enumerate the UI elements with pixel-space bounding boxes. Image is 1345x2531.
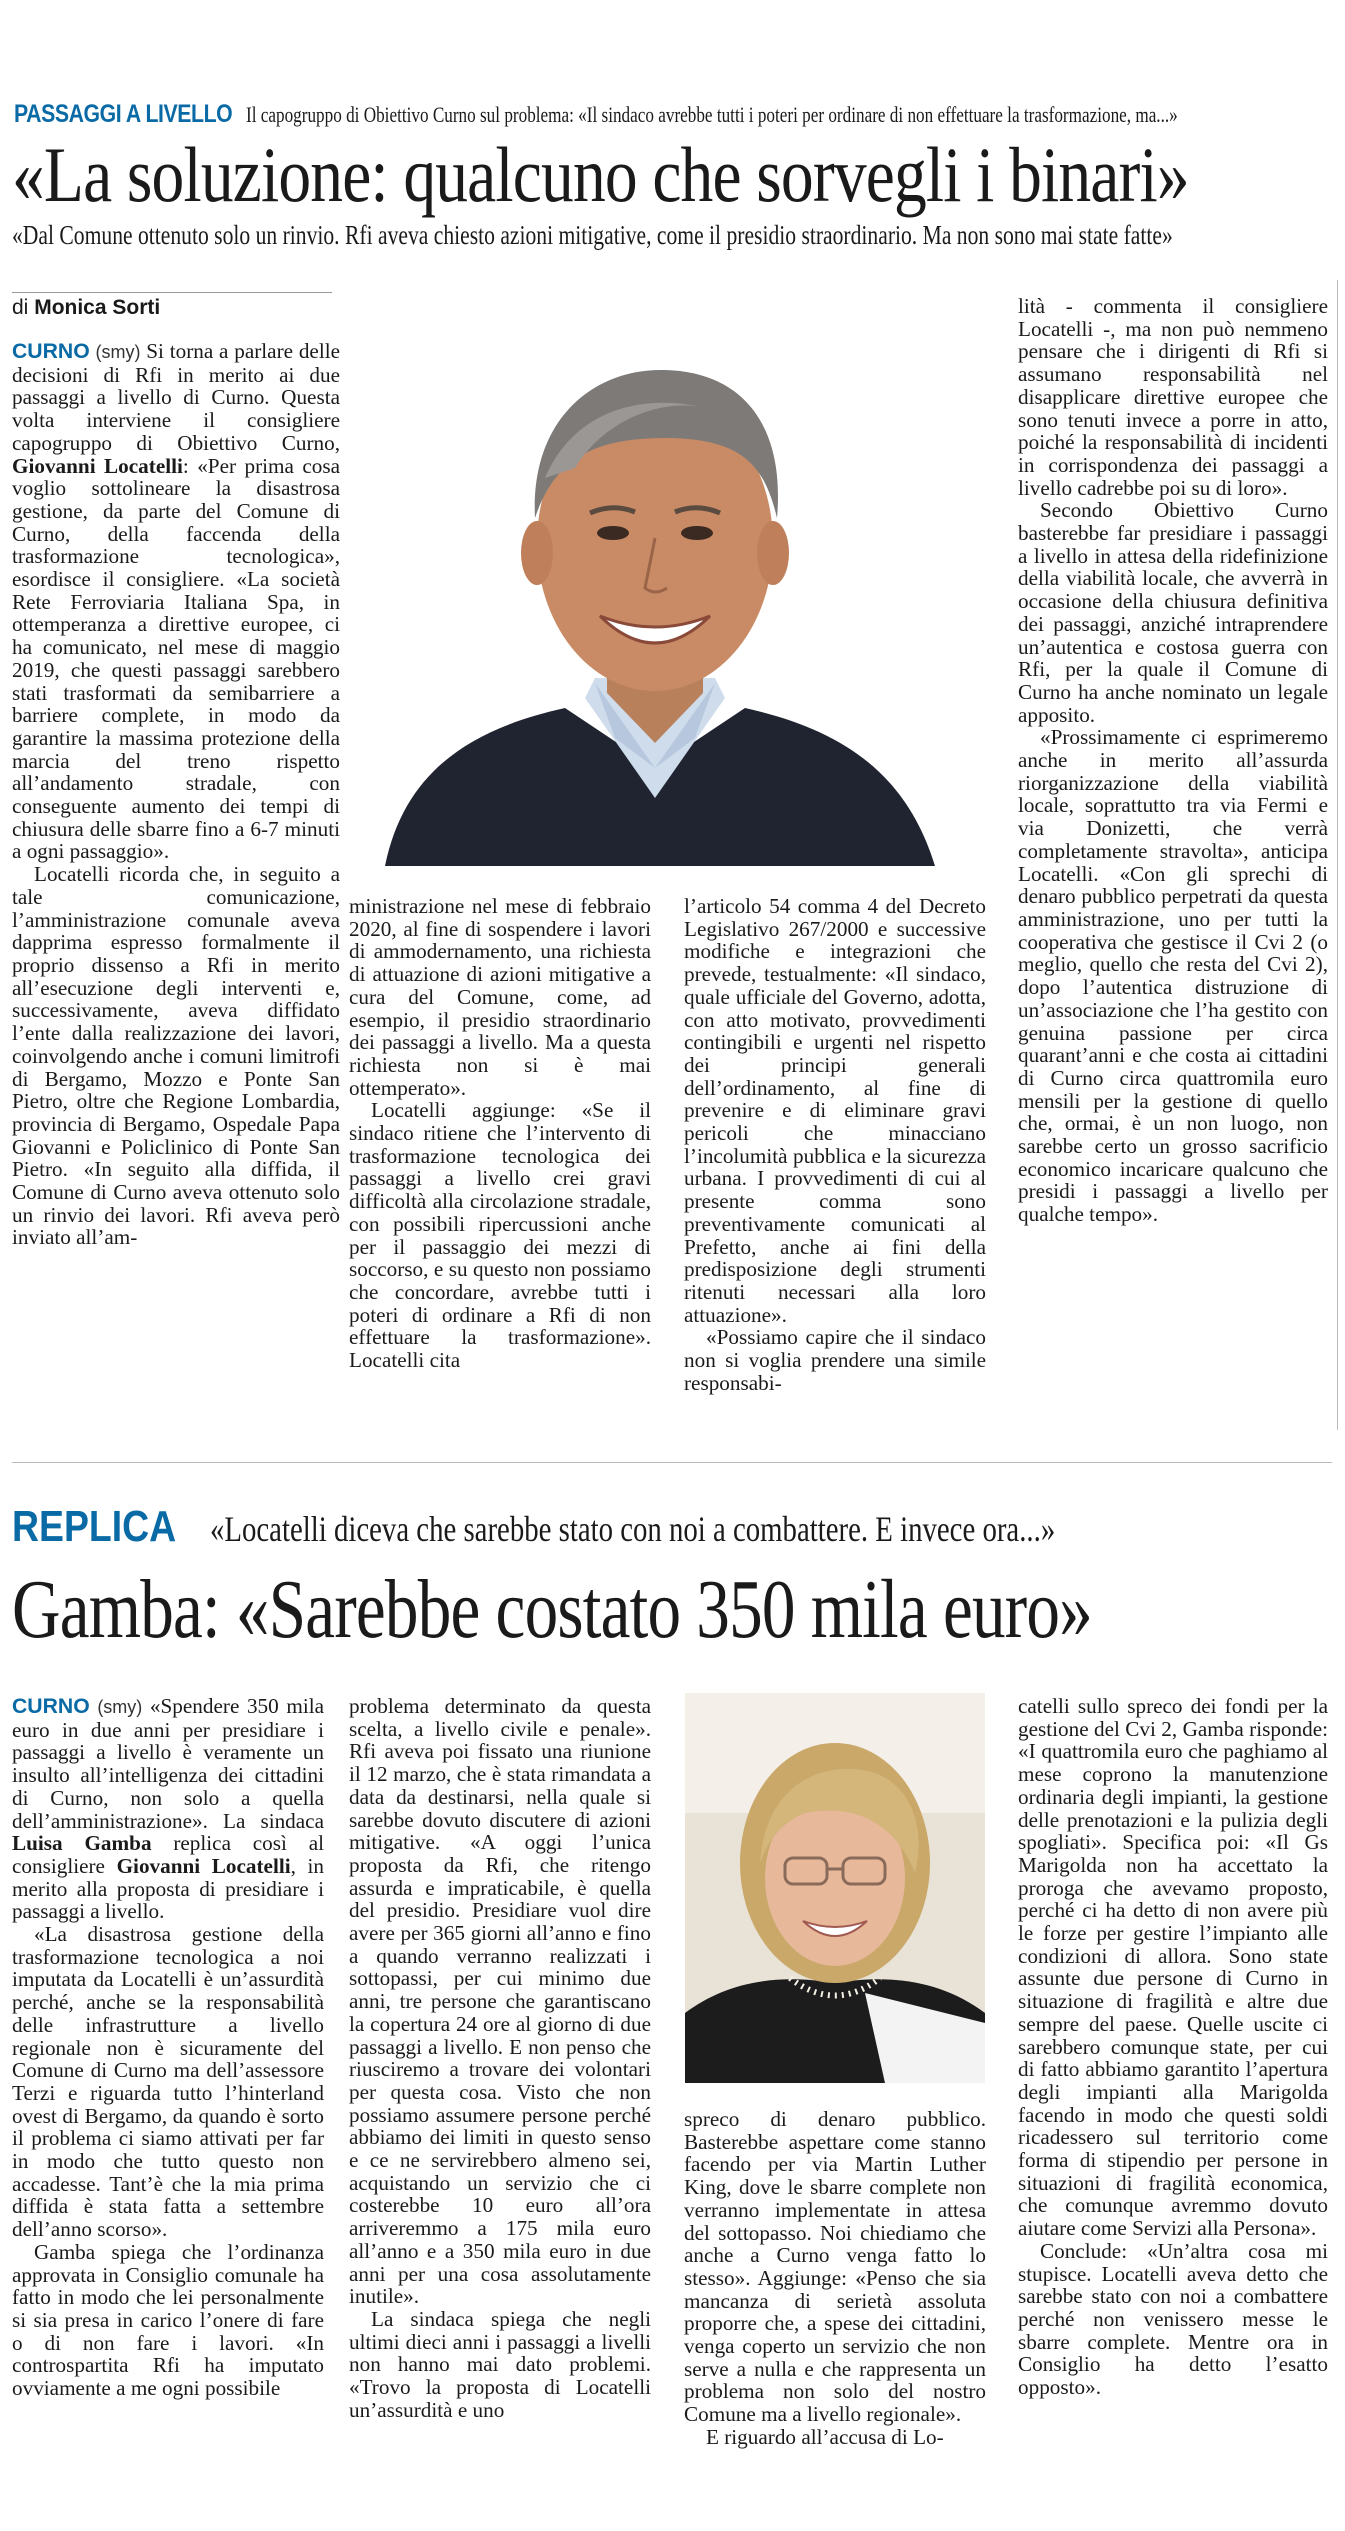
article2-text: replica così al consigliere — [12, 1831, 324, 1878]
article2-paragraph — [12, 1695, 324, 1923]
article1-dateline: CURNO — [12, 340, 90, 363]
article2-column-3 — [684, 2108, 986, 2516]
article2-paragraph: catelli sullo spreco dei fondi per la gestione del Cvi 2, Gamba risponde: «I quattromila euro che paghiamo al mese coprono la manutenzione ordinaria degli impianti, la gestione delle prenotazioni e la pulizia degli spogliati». Specifica poi: «Il Gs Marigolda non ha accettato la proroga che avevamo proposto, perché ci ha detto di non avere più le forze per gestire l’impianto alle condizioni di allora. Sono state assunte due persone di Curno in situazione di fragilità e altre due sempre del paese. Quelle uscite ci sarebbero comunque state, per cui di fatto abbiamo garantito l’apertura degli impianti alla Marigolda facendo in modo che questi soldi ricadessero sul territorio come forma di stipendio per persone in situazioni di fragilità economica, che comunque avremmo dovuto aiutare come Servizi alla Persona». — [1018, 1695, 1328, 2241]
byline — [12, 296, 160, 320]
article1-paragraph — [12, 340, 340, 863]
portrait-image — [345, 298, 965, 866]
portrait-image — [685, 1693, 985, 2083]
locatelli-photo — [345, 298, 965, 866]
article1-kicker: PASSAGGI A LIVELLO — [14, 100, 233, 128]
article1-paragraph: Locatelli ricorda che, in seguito a tale comunicazione, l’amministrazione comunale aveva dapprima espresso formalmente il proprio dissenso a Rfi in merito all’esecuzione degli interventi e, successivamente, aveva diffidato l’ente dalla realizzazione dei lavori, coinvolgendo anche i comuni limitrofi di Bergamo, Mozzo e Ponte San Pietro, oltre che Regione Lombardia, provincia di Bergamo, Ospedale Papa Giovanni e Policlinico di Ponte San Pietro. «In seguito alla diffida, il Comune di Curno aveva ottenuto solo un rinvio dei lavori. Rfi aveva però inviato all’am- — [12, 862, 340, 1250]
article2-paragraph: spreco di denaro pubblico. Basterebbe aspettare come stanno facendo per via Martin Luther King, dove le sbarre complete non verranno implementate in attesa del sottopasso. Noi chiediamo che anche a Curno venga fatto lo stesso». Aggiunge: «Penso che sia mancanza di serietà assoluta proporre che, a spese dei cittadini, venga coperto un servizio che non serve a nulla e che rappresenta un problema non solo del nostro Comune ma a livello regionale». — [684, 2108, 986, 2427]
article2-column-4 — [1018, 1695, 1328, 2515]
author-initials: (smy) — [97, 1697, 143, 1717]
article1-paragraph: «Possiamo capire che il sindaco non si voglia prendere una simile responsabi- — [684, 1325, 986, 1395]
article1-column-1 — [12, 340, 340, 1425]
article2-paragraph: E riguardo all’accusa di Lo- — [706, 2424, 944, 2449]
article2-kicker-description: «Locatelli diceva che sarebbe stato con noi a combattere. E invece ora...» — [210, 1509, 1056, 1549]
article1-subhead: «Dal Comune ottenuto solo un rinvio. Rfi aveva chiesto azioni mitigative, come il presidio straordinario. Ma non sono mai state fatte» — [12, 220, 1173, 250]
author-initials: (smy) — [95, 342, 141, 362]
person-name: Giovanni Locatelli — [116, 1853, 291, 1878]
person-name: Giovanni Locatelli — [12, 453, 183, 478]
article1-paragraph: l’articolo 54 comma 4 del Decreto Legislativo 267/2000 e successive modifiche e integrazioni che prevede, testualmente: «Il sindaco, quale ufficiale del Governo, adotta, con atto motivato, provvedimenti contingibili e urgenti nel rispetto dei principi generali dell’ordinamento, al fine di prevenire e di eliminare gravi pericoli che minacciano l’incolumità pubblica e la sicurezza urbana. I provvedimenti di cui al presente comma sono preventivamente comunicati al Prefetto, anche ai fini della predisposizione degli strumenti ritenuti necessari alla loro attuazione». — [684, 895, 986, 1327]
article2-column-1 — [12, 1695, 324, 2515]
article2-text: «Spendere 350 mila euro in due anni per presidiare i passaggi a livello è veramente un insulto all’intelligenza dei cittadini di Curno, non solo a quella dell’amministrazione». La sindaca — [12, 1695, 324, 1833]
article2-kicker: REPLICA — [12, 1502, 177, 1551]
article2-column-2 — [349, 1695, 651, 2515]
article1-text: : «Per prima cosa voglio sottolineare la disastrosa gestione, da parte del Comune di Curno, della faccenda della trasformazione tecnologica», esordisce il consigliere. «La società Rete Ferroviaria Italiana Spa, in ottemperanza a direttive europee, ci ha comunicato, nel mese di maggio 2019, che questi passaggi sarebbero stati trasformati da semibarriere a barriere complete, in modo da garantire la massima protezione della marcia del treno rispetto all’andamento stradale, con conseguente aumento dei tempi di chiusura delle sbarre fino a 6-7 minuti a ogni passaggio». — [12, 453, 340, 864]
byline-author: Monica Sorti — [34, 296, 161, 319]
byline-prefix: di — [12, 296, 29, 319]
article2-paragraph: «La disastrosa gestione della trasformazione tecnologica a noi imputata da Locatelli è un’assurdità perché, anche se la responsabilità delle infrastrutture a livello regionale non è sicuramente del Comune di Curno ma dell’assessore Terzi e riguarda tutto l’hinterland ovest di Bergamo, da quando è sorto il problema ci siamo attivati per far in modo che tutto questo non accadesse. Tant’è che la mia prima diffida è stata fatta a settembre dell’anno scorso». — [12, 1922, 324, 2242]
article1-column-2 — [349, 895, 651, 1425]
article1-paragraph: «Prossimamente ci esprimeremo anche in merito all’assurda riorganizzazione della viabilità locale, soprattutto tra via Fermi e via Donizetti, che verrà completamente stravolta», anticipa Locatelli. «Con gli sprechi di denaro pubblico perpetrati da questa amministrazione, uno per tutti la cooperativa che gestisce il Cvi 2 (o meglio, quello che resta del Cvi 2), dopo l’autentica distruzione di un’associazione che l’ha gestito con genuina passione per circa quarant’anni e che costa ai cittadini di Curno circa quattromila euro mensili per la gestione di quello che, ormai, è un non luogo, non sarebbe certo un grosso sacrificio economico incaricare qualcuno che presidi i passaggi a livello per qualche tempo». — [1018, 725, 1328, 1227]
article1-column-4 — [1018, 295, 1328, 1425]
gamba-photo — [685, 1693, 985, 2083]
article1-text: Si torna a parlare delle decisioni di Rfi in merito ai due passaggi a livello di Curno. Questa volta interviene il consigliere capogruppo di Obiettivo Curno, — [12, 340, 340, 455]
article1-kicker-row — [14, 100, 1334, 130]
article2-paragraph: Gamba spiega che l’ordinanza approvata in Consiglio comunale ha fatto in modo che lei personalmente si sia presa in carico l’onere di fare o di non fare i lavori. «In controspartita Rfi ha imputato ovviamente a me ogni possibile — [12, 2239, 324, 2401]
article2-dateline: CURNO — [12, 1695, 90, 1718]
article1-column-3 — [684, 895, 986, 1425]
byline-rule — [12, 292, 332, 293]
article1-paragraph: ministrazione nel mese di febbraio 2020, al fine di sospendere i lavori di ammodernamento, una richiesta di attuazione di azioni mitigative a cura del Comune, come, ad esempio, il presidio straordinario dei passaggi a livello. Ma a questa richiesta non si è mai ottemperato». — [349, 895, 651, 1100]
article1-paragraph: Locatelli aggiunge: «Se il sindaco ritiene che l’intervento di trasformazione tecnologica dei passaggi a livello crei gravi difficoltà alla circolazione stradale, con possibili ripercussioni anche per il passaggio dei mezzi di soccorso, e su questo non possiamo che concordare, avrebbe tutti i poteri di ordinare a Rfi di non effettuare la trasformazione». Locatelli cita — [349, 1098, 651, 1373]
article2-paragraph: Conclude: «Un’altra cosa mi stupisce. Locatelli aveva detto che sarebbe stato con noi a combattere perché non venissero messe le sbarre complete. Mentre ora in Consiglio ha detto l’esatto opposto». — [1018, 2238, 1328, 2400]
article1-paragraph: Secondo Obiettivo Curno basterebbe far presidiare i passaggi a livello in attesa della ridefinizione della viabilità locale, che avverrà in occasione della chiusura definitiva dei passaggi, anziché intraprendere un’autentica e costosa guerra con Rfi, per la quale il Comune di Curno ha anche nominato un legale apposito. — [1018, 498, 1328, 727]
article2-headline: Gamba: «Sarebbe costato 350 mila euro» — [12, 1563, 1092, 1656]
article1-paragraph: lità - commenta il consigliere Locatelli -, ma non può nemmeno pensare che i dirigenti di Rfi si assumano responsabilità nel disapplicare direttive europee che sono tenuti invece a porre in atto, poiché la responsabilità di incidenti in corrispondenza dei passaggi a livello cadrebbe poi su di loro». — [1018, 295, 1328, 500]
section-divider — [12, 1462, 1332, 1463]
article1-kicker-description: Il capogruppo di Obiettivo Curno sul problema: «Il sindaco avrebbe tutti i poteri per ordinare di non effettuare la trasformazione, ma...» — [245, 102, 1178, 127]
article1-headline: «La soluzione: qualcuno che sorvegli i binari» — [12, 131, 1189, 218]
article2-paragraph: La sindaca spiega che negli ultimi dieci anni i passaggi a livelli non hanno mai dato problemi. «Trovo la proposta di Locatelli un’assurdità e uno — [349, 2306, 651, 2422]
person-name: Luisa Gamba — [12, 1831, 152, 1856]
article2-text: , in merito alla proposta di presidiare i passaggi a livello. — [12, 1853, 324, 1924]
column-rule-right — [1337, 280, 1338, 1430]
article2-paragraph: problema determinato da questa scelta, a livello civile e penale». Rfi aveva poi fissato una riunione il 12 marzo, che è stata rimandata a data da destinarsi, nella quale si sarebbe dovuto discutere di azioni mitigative. «A oggi l’unica proposta da Rfi, che ritengo assurda e impraticabile, è quella del presidio. Presidiare vuol dire avere per 365 giorni all’anno e fino a quando verranno realizzati i sottopassi, per cui minimo due anni, tre persone che garantiscano la copertura 24 ore al giorno di due passaggi a livello. E non penso che riusciremo a trovare dei volontari per questa cosa. Visto che non possiamo assumere persone perché abbiamo dei limiti in questo senso e ce ne servirebbero almeno sei, acquistando un servizio che ci costerebbe 10 euro all’ora arriveremmo a 175 mila euro all’anno e a 350 mila euro in due anni per una cosa assolutamente inutile». — [349, 1695, 651, 2309]
